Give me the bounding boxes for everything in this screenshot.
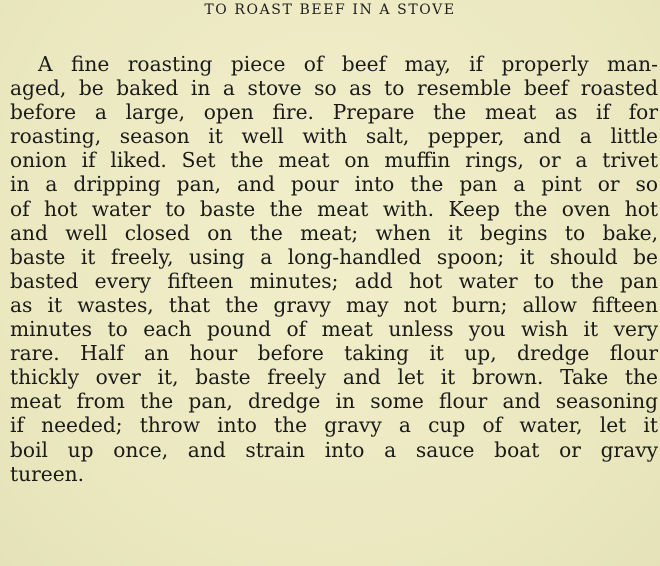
paragraph-line: tureen. bbox=[10, 461, 85, 486]
paragraph-line: boil up once, and strain into a sauce boat or gravy bbox=[10, 437, 658, 462]
paragraph-line: onion if liked. Set the meat on muffin rings, or a trivet bbox=[10, 148, 658, 173]
recipe-title: TO ROAST BEEF IN A STOVE bbox=[204, 2, 456, 18]
paragraph-line: before a large, open fire. Prepare the meat as if for bbox=[10, 100, 658, 125]
paragraph-line: basted every fifteen minutes; add hot water to the pan bbox=[10, 268, 658, 293]
paragraph-line: meat from the pan, dredge in some flour and seasoning bbox=[10, 389, 658, 414]
recipe-paragraph bbox=[10, 52, 658, 486]
paragraph-line: in a dripping pan, and pour into the pan a pint or so bbox=[10, 172, 658, 197]
paragraph-line: aged, be baked in a stove so as to resemble beef roasted bbox=[10, 76, 658, 101]
paragraph-line: and well closed on the meat; when it begins to bake, bbox=[10, 220, 658, 245]
paragraph-line: thickly over it, baste freely and let it brown. Take the bbox=[10, 365, 658, 390]
paragraph-line: if needed; throw into the gravy a cup of water, let it bbox=[10, 413, 658, 438]
paragraph-line: minutes to each pound of meat unless you wish it very bbox=[10, 317, 658, 342]
paragraph-line: of hot water to baste the meat with. Keep the oven hot bbox=[10, 196, 658, 221]
paragraph-line: baste it freely, using a long-handled spoon; it should be bbox=[10, 244, 658, 269]
paragraph-line: A fine roasting piece of beef may, if properly man- bbox=[38, 52, 658, 76]
paragraph-line: as it wastes, that the gravy may not burn; allow fifteen bbox=[10, 292, 658, 317]
paragraph-line: roasting, season it well with salt, pepper, and a little bbox=[10, 124, 658, 149]
paragraph-line: rare. Half an hour before taking it up, dredge flour bbox=[10, 341, 658, 366]
